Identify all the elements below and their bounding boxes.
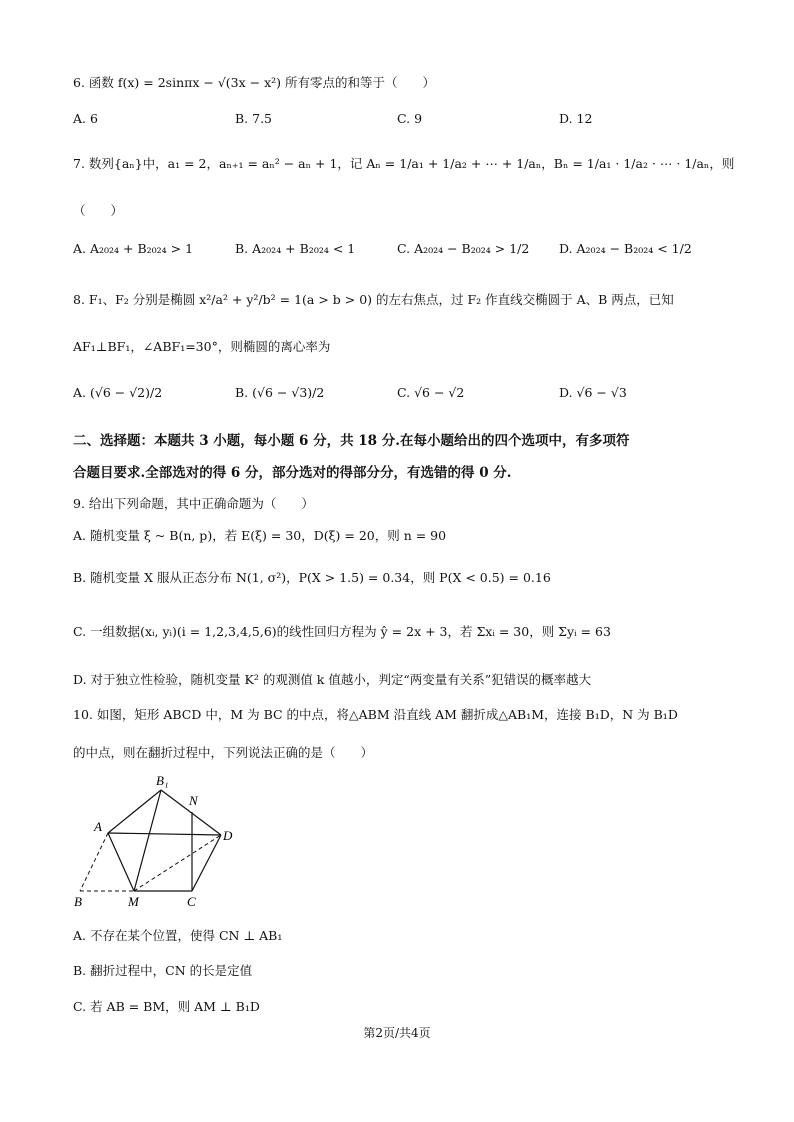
q7-option-d: D. A₂₀₂₄ − B₂₀₂₄ < 1/2 xyxy=(559,241,692,256)
q9-option-a: A. 随机变量 ξ ~ B(n, p)，若 E(ξ) = 30，D(ξ) = 20，则 n = 90 xyxy=(73,528,447,543)
q8-option-b: B. (√6 − √3)/2 xyxy=(235,385,325,400)
q6-option-b: B. 7.5 xyxy=(235,111,273,126)
page-footer: 第2页/共4页 xyxy=(363,1026,431,1040)
q6-option-d: D. 12 xyxy=(559,111,593,126)
q8-stem-line1: 8. F₁、F₂ 分别是椭圆 x²/a² + y²/b² = 1(a > b > 0) 的左右焦点，过 F₂ 作直线交椭圆于 A、B 两点，已知 xyxy=(73,292,674,307)
q6-stem: 6. 函数 f(x) = 2sinπx − √(3x − x²) 所有零点的和等于（ ） xyxy=(73,75,436,90)
edge-a-b1 xyxy=(108,790,161,833)
q10-stem-line2: 的中点，则在翻折过程中，下列说法正确的是（ ） xyxy=(73,745,374,760)
label-b1: B₁ xyxy=(156,773,169,788)
q8-option-c: C. √6 − √2 xyxy=(397,385,465,400)
label-d: D xyxy=(223,828,233,843)
q8-option-d: D. √6 − √3 xyxy=(559,385,627,400)
q9-option-b: B. 随机变量 X 服从正态分布 N(1, σ²)，P(X > 1.5) = 0.34，则 P(X < 0.5) = 0.16 xyxy=(73,570,551,585)
label-a: A xyxy=(94,819,102,834)
q9-option-d: D. 对于独立性检验，随机变量 K² 的观测值 k 值越小，判定“两变量有关系”犯错误的概率越大 xyxy=(73,672,592,687)
q8-stem-line2: AF₁⊥BF₁，∠ABF₁=30°，则椭圆的离心率为 xyxy=(73,339,331,354)
edge-a-d xyxy=(108,833,221,835)
section2-heading-line1: 二、选择题：本题共 3 小题，每小题 6 分，共 18 分.在每小题给出的四个选项中，有多项符 xyxy=(73,433,630,449)
q10-stem-line1: 10. 如图，矩形 ABCD 中，M 为 BC 的中点，将△ABM 沿直线 AM 翻折成△AB₁M，连接 B₁D，N 为 B₁D xyxy=(73,707,678,722)
q6-option-c: C. 9 xyxy=(397,111,423,126)
q10-option-c: C. 若 AB = BM，则 AM ⊥ B₁D xyxy=(73,999,260,1014)
label-b: B xyxy=(74,894,82,909)
q9-stem: 9. 给出下列命题，其中正确命题为（ ） xyxy=(73,496,314,511)
q8-option-a: A. (√6 − √2)/2 xyxy=(73,385,163,400)
q7-option-b: B. A₂₀₂₄ + B₂₀₂₄ < 1 xyxy=(235,241,356,256)
q7-option-a: A. A₂₀₂₄ + B₂₀₂₄ > 1 xyxy=(73,241,194,256)
label-c: C xyxy=(187,894,196,909)
q9-option-c: C. 一组数据(xᵢ, yᵢ)(i = 1,2,3,4,5,6)的线性回归方程为 ŷ = 2x + 3，若 Σxᵢ = 30，则 Σyᵢ = 63 xyxy=(73,624,611,639)
q7-paren: （ ） xyxy=(73,203,124,218)
q7-stem: 7. 数列{aₙ}中，a₁ = 2，aₙ₊₁ = aₙ² − aₙ + 1，记 Aₙ = 1/a₁ + 1/a₂ + ⋯ + 1/aₙ，Bₙ = 1/a₁ · 1/a₂ · ⋯ · 1/aₙ，则 xyxy=(73,156,735,171)
q6-option-a: A. 6 xyxy=(73,111,98,126)
edge-a-m xyxy=(108,833,134,891)
folding-rectangle-figure xyxy=(70,770,250,910)
edge-a-b-dashed xyxy=(80,833,108,891)
edge-b1-m xyxy=(134,790,161,891)
section2-heading-line2: 合题目要求.全部选对的得 6 分，部分选对的得部分分，有选错的得 0 分. xyxy=(73,465,512,481)
q7-option-c: C. A₂₀₂₄ − B₂₀₂₄ > 1/2 xyxy=(397,241,530,256)
label-m: M xyxy=(128,894,139,909)
label-n: N xyxy=(189,793,198,808)
q10-option-a: A. 不存在某个位置，使得 CN ⊥ AB₁ xyxy=(73,928,283,943)
edge-c-d xyxy=(192,835,221,891)
q10-option-b: B. 翻折过程中，CN 的长是定值 xyxy=(73,963,253,978)
